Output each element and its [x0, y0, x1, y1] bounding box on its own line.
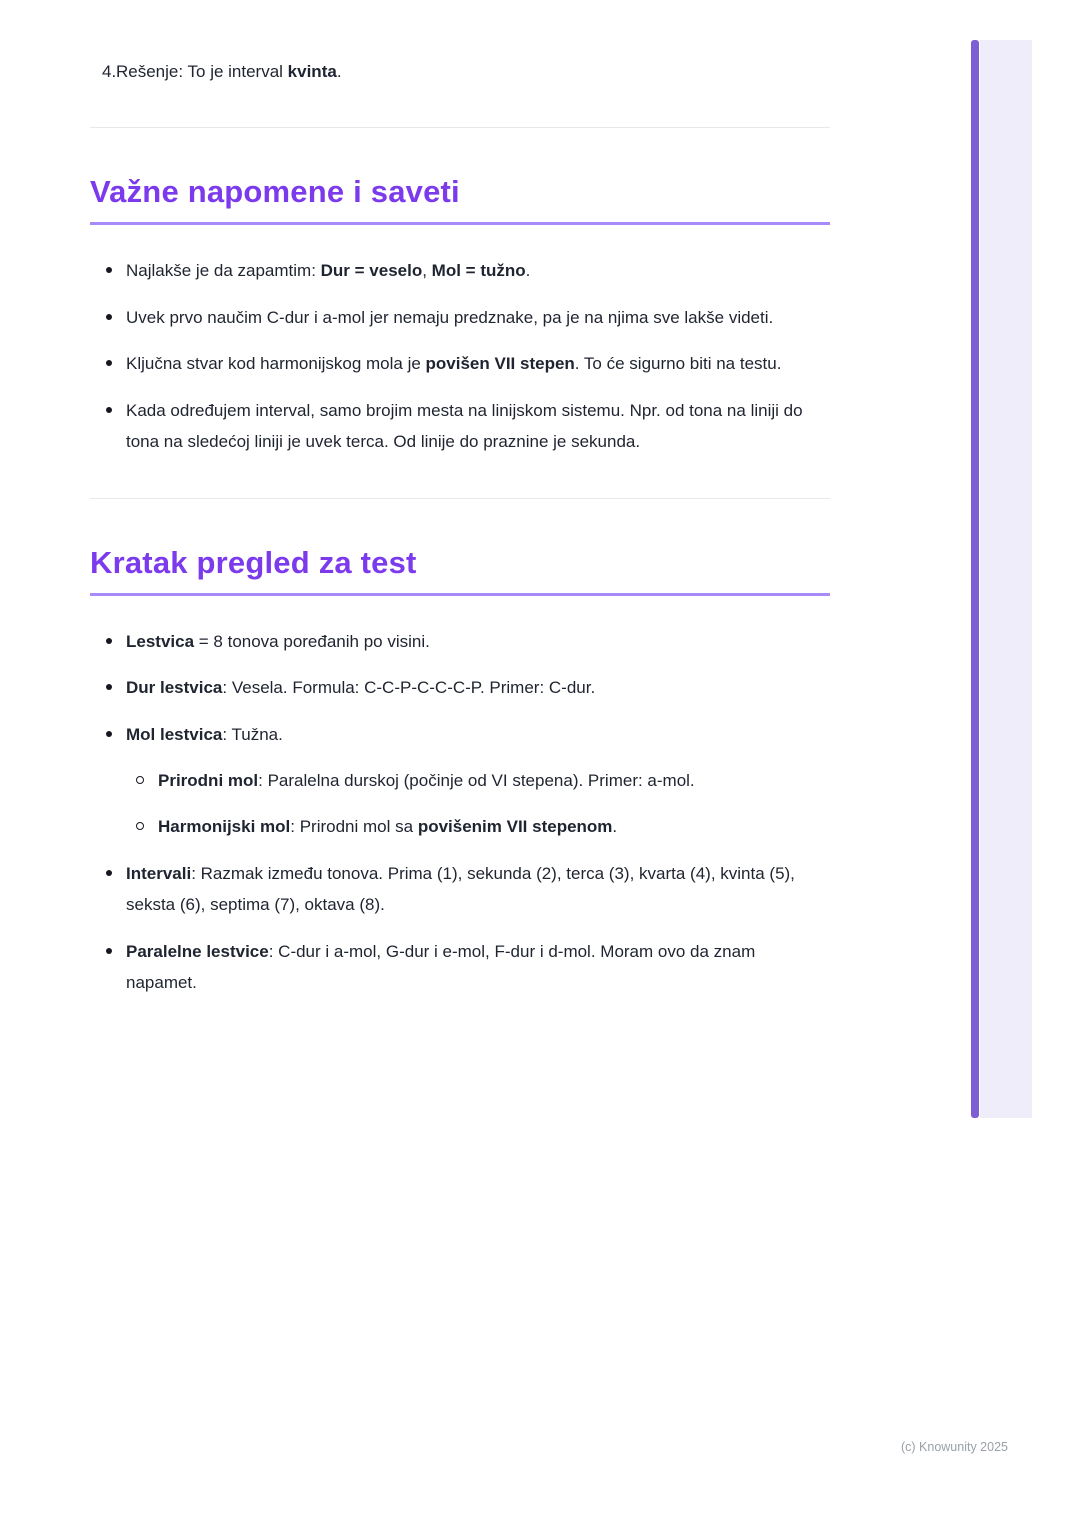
- list-item: Harmonijski mol: Prirodni mol sa povišenim VII stepenom.: [90, 811, 830, 842]
- list-item: Intervali: Razmak između tonova. Prima (1), sekunda (2), terca (3), kvarta (4), kvinta (5), seksta (6), septima (7), oktava (8).: [90, 858, 830, 921]
- list-item: Najlakše je da zapamtim: Dur = veselo, Mol = tužno.: [90, 255, 830, 286]
- list-item: Dur lestvica: Vesela. Formula: C-C-P-C-C-C-P. Primer: C-dur.: [90, 672, 830, 703]
- section-title-notes: Važne napomene i saveti: [90, 174, 830, 225]
- scrollbar-track[interactable]: [980, 40, 1032, 1118]
- document-content: [90, 0, 830, 1014]
- section-divider: [90, 127, 830, 128]
- notes-bullet-list: [90, 255, 830, 457]
- review-bullet-list: [90, 626, 830, 999]
- list-item: Prirodni mol: Paralelna durskoj (počinje od VI stepena). Primer: a-mol.: [90, 765, 830, 796]
- scrollbar-thumb[interactable]: [971, 40, 979, 1118]
- list-item-text: Rešenje: To je interval kvinta.: [116, 62, 342, 81]
- section-divider: [90, 498, 830, 499]
- list-item: Lestvica = 8 tonova poređanih po visini.: [90, 626, 830, 657]
- list-item: Uvek prvo naučim C-dur i a-mol jer nemaju predznake, pa je na njima sve lakše videti.: [90, 302, 830, 333]
- list-item: Kada određujem interval, samo brojim mesta na linijskom sistemu. Npr. od tona na liniji do tona na sledećoj liniji je uvek terca. Od linije do praznine je sekunda.: [90, 395, 830, 458]
- list-item: Ključna stvar kod harmonijskog mola je povišen VII stepen. To će sigurno biti na testu.: [90, 348, 830, 379]
- list-item: Paralelne lestvice: C-dur i a-mol, G-dur i e-mol, F-dur i d-mol. Moram ovo da znam napamet.: [90, 936, 830, 999]
- list-item: Mol lestvica: Tužna.: [90, 719, 830, 750]
- list-item-number: 4.: [102, 62, 117, 81]
- section-title-review: Kratak pregled za test: [90, 545, 830, 596]
- numbered-list-item: [90, 56, 830, 87]
- footer-credit: (c) Knowunity 2025: [900, 1440, 1008, 1454]
